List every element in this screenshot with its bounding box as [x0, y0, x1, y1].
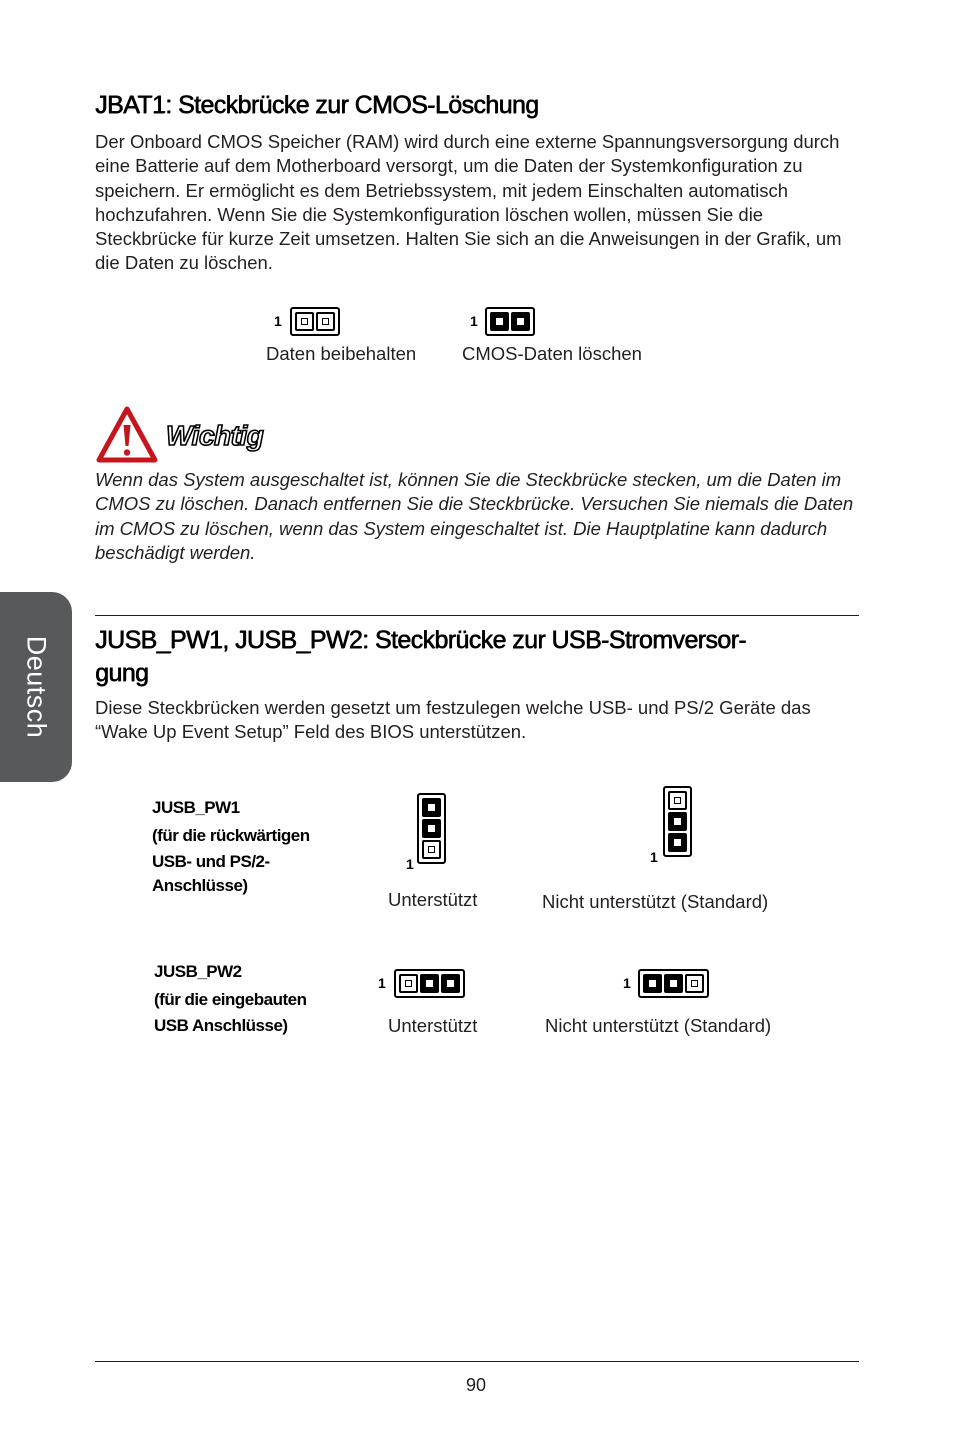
jusb-pw2-desc-line1: (für die eingebauten — [154, 990, 307, 1009]
jusb-pw2-supported-caption: Unterstützt — [388, 1015, 478, 1036]
jbat-keep-pin1-label: 1 — [274, 313, 282, 329]
footer-divider — [95, 1361, 859, 1362]
jusb-pw2-desc-line2: USB Anschlüsse) — [154, 1016, 288, 1035]
jusb-pw2-unsupported-caption: Nicht unterstützt (Standard) — [545, 1015, 772, 1036]
jusb-pw2-label-block — [154, 958, 306, 1038]
jbat-section-title: JBAT1: Steckbrücke zur CMOS-Löschung — [95, 91, 539, 119]
page-number: 90 — [466, 1375, 487, 1395]
jumper-pin-capped — [420, 974, 439, 993]
jbat-keep-jumper-diagram — [290, 307, 340, 336]
jumper-pin-capped — [422, 798, 441, 817]
jusb-pw1-supported-jumper-diagram — [417, 793, 446, 864]
jusb-pw2-supported-pin1-label: 1 — [378, 975, 386, 991]
important-heading: Wichtig — [166, 420, 264, 451]
jusb-pw2-unsupported-jumper-diagram — [638, 969, 709, 998]
jumper-pin-capped — [668, 833, 687, 852]
jusb-pw1-desc-line2: USB- und PS/2- — [152, 852, 270, 871]
jusb-section-title-line2: gung — [95, 659, 149, 687]
jumper-pin-capped — [490, 312, 509, 331]
jumper-pin-open — [295, 312, 314, 331]
jumper-pin-capped — [422, 819, 441, 838]
jusb-pw1-unsupported-pin1-label: 1 — [650, 849, 658, 865]
jumper-pin-open — [422, 840, 441, 859]
jbat-description: Der Onboard CMOS Speicher (RAM) wird durch eine externe Spannungsversorgung durch eine Batterie auf dem Motherboard versorgt, um die Daten der Systemkonfiguration zu speichern. Er ermöglicht es dem Betriebssystem, mit jedem Einschalten automatisch hochzufahren. Wenn Sie die Systemkonfiguration löschen wollen, müssen Sie die Steckbrücke für kurze Zeit umsetzen. Halten Sie sich an die Anweisungen in der Grafik, um die Daten zu löschen. — [95, 131, 842, 274]
language-side-tab — [0, 592, 72, 782]
jbat-clear-pin1-label: 1 — [470, 313, 478, 329]
jumper-pin-open — [316, 312, 335, 331]
jumper-pin-open — [399, 974, 418, 993]
jumper-pin-capped — [668, 812, 687, 831]
jbat-clear-jumper-diagram — [485, 307, 535, 336]
jusb-pw1-name: JUSB_PW1 — [152, 798, 240, 817]
jusb-description: Diese Steckbrücken werden gesetzt um festzulegen welche USB- und PS/2 Geräte das “Wake Up Event Setup” Feld des BIOS unterstützen. — [95, 697, 811, 743]
jusb-pw1-desc-line1: (für die rückwärtigen — [152, 826, 310, 845]
jusb-pw1-supported-caption: Unterstützt — [388, 889, 478, 910]
jusb-pw1-unsupported-caption: Nicht unterstützt (Standard) — [542, 891, 769, 912]
jusb-pw2-name: JUSB_PW2 — [154, 962, 242, 981]
jumper-pin-open — [685, 974, 704, 993]
jusb-section-title-line1: JUSB_PW1, JUSB_PW2: Steckbrücke zur USB-Stromversor- — [95, 626, 746, 654]
jbat-clear-caption: CMOS-Daten löschen — [462, 343, 642, 364]
language-tab-label: Deutsch — [21, 635, 52, 739]
jusb-pw1-supported-pin1-label: 1 — [406, 856, 414, 872]
jusb-pw2-unsupported-pin1-label: 1 — [623, 975, 631, 991]
important-notice-text: Wenn das System ausgeschaltet ist, können Sie die Steckbrücke stecken, um die Daten im CMOS zu löschen. Danach entfernen Sie die Steckbrücke. Versuchen Sie niemals die Daten im CMOS zu löschen, wenn das System eingeschaltet ist. Die Hauptplatine kann dadurch beschädigt werden. — [95, 469, 854, 563]
jusb-pw1-label-block — [152, 794, 310, 898]
jusb-pw2-supported-jumper-diagram — [394, 969, 465, 998]
jumper-pin-open — [668, 791, 687, 810]
jumper-pin-capped — [643, 974, 662, 993]
section-divider — [95, 615, 859, 616]
warning-triangle-icon — [96, 406, 158, 464]
jusb-pw1-unsupported-jumper-diagram — [663, 786, 692, 857]
jumper-pin-capped — [441, 974, 460, 993]
jbat-keep-caption: Daten beibehalten — [266, 343, 417, 364]
jusb-pw1-desc-line3: Anschlüsse) — [152, 876, 248, 895]
jumper-pin-capped — [664, 974, 683, 993]
jumper-pin-capped — [511, 312, 530, 331]
